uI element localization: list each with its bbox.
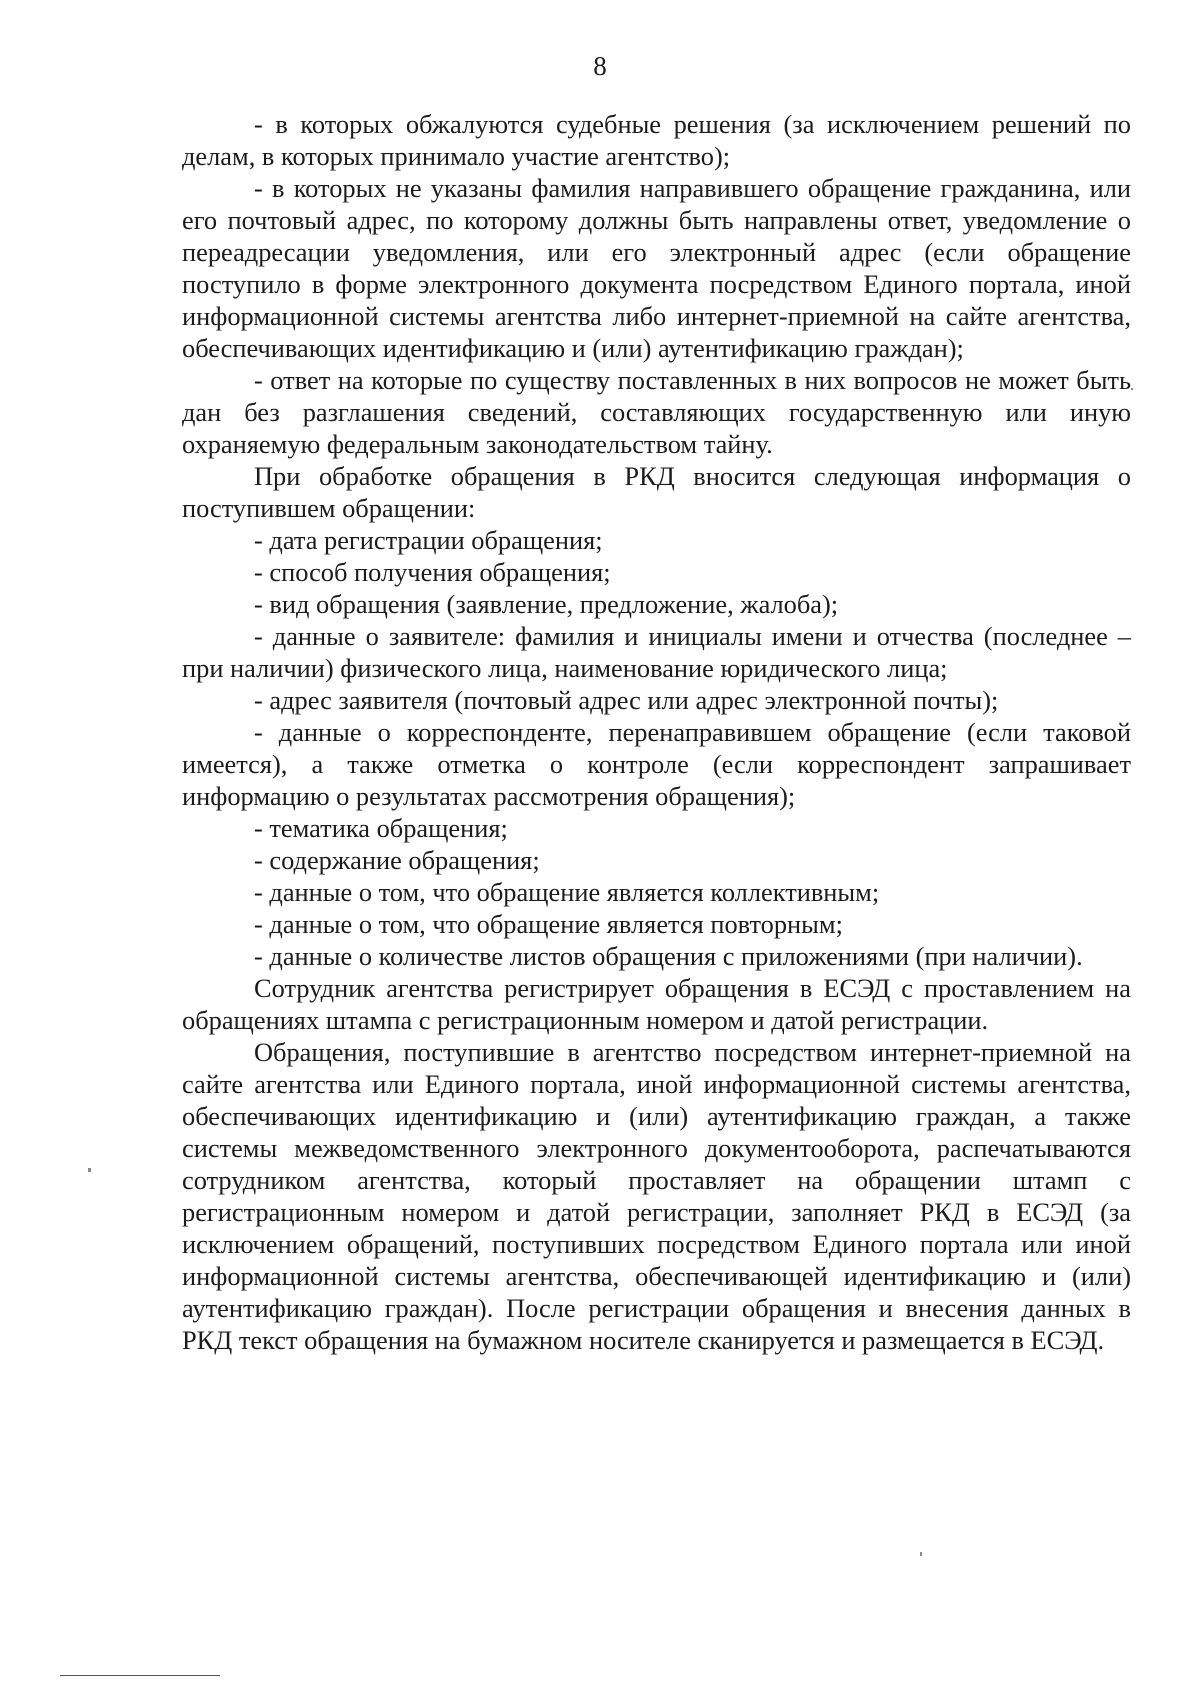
document-body — [182, 108, 1131, 1356]
paragraph-secret-info: - ответ на которые по существу поставленных в них вопросов не может быть дан без разглашения сведений, составляющих государственную или иную охраняемую федеральным законодательством тайну. — [182, 365, 1131, 459]
list-item-topic: - тематика обращения; — [254, 813, 508, 843]
list-item-applicant-address: - адрес заявителя (почтовый адрес или адрес электронной почты); — [254, 685, 999, 715]
scan-speck — [1131, 388, 1133, 390]
list-item-appeal-type: - вид обращения (заявление, предложение, жалоба); — [254, 589, 839, 619]
paragraph-online-appeals: Обращения, поступившие в агентство посредством интернет-приемной на сайте агентства или Единого портала, иной информационной системы агентства, обеспечивающих идентификацию и (или) аутентификацию граждан, а также системы межведомственного электронного документооборота, распечатываются сотрудником агентства, который проставляет на обращении штамп с регистрационным номером и датой регистрации, заполняет РКД в ЕСЭД (за исключением обращений, поступивших посредством Единого портала или иной информационной системы агентства, обеспечивающей идентификацию и (или) аутентификацию граждан). После регистрации обращения и внесения данных в РКД текст обращения на бумажном носителе сканируется и размещается в ЕСЭД. — [182, 1037, 1131, 1355]
list-item-repeated: - данные о том, что обращение является повторным; — [254, 909, 843, 939]
paragraph-esed-registration: Сотрудник агентства регистрирует обращения в ЕСЭД с проставлением на обращениях штампа с регистрационным номером и датой регистрации. — [182, 973, 1131, 1035]
scan-speck — [920, 1552, 922, 1556]
paragraph-missing-address: - в которых не указаны фамилия направившего обращение гражданина, или его почтовый адрес, по которому должны быть направлены ответ, уведомление о переадресации уведомления, или его электронный адрес (если обращение поступило в форме электронного документа посредством Единого портала, иной информационной системы агентства либо интернет-приемной на сайте агентства, обеспечивающих идентификацию и (или) аутентификацию граждан); — [182, 173, 1131, 363]
footer-rule — [60, 1675, 220, 1676]
paragraph-rkd-info-intro: При обработке обращения в РКД вносится следующая информация о поступившем обращении: — [182, 461, 1131, 523]
list-item-collective: - данные о том, что обращение является коллективным; — [254, 877, 880, 907]
list-item-receipt-method: - способ получения обращения; — [254, 557, 611, 587]
list-item-registration-date: - дата регистрации обращения; — [254, 525, 603, 555]
paragraph-court-decisions: - в которых обжалуются судебные решения (за исключением решений по делам, в которых принимало участие агентство); — [182, 109, 1131, 171]
list-item-applicant-data: - данные о заявителе: фамилия и инициалы имени и отчества (последнее – при наличии) физического лица, наименование юридического лица; — [182, 621, 1131, 683]
scan-speck — [88, 1168, 91, 1172]
list-item-content: - содержание обращения; — [254, 845, 540, 875]
list-item-correspondent-data: - данные о корреспонденте, перенаправившем обращение (если таковой имеется), а также отметка о контроле (если корреспондент запрашивает информацию о результатах рассмотрения обращения); — [182, 717, 1131, 811]
page-number: 8 — [593, 51, 607, 81]
list-item-sheet-count: - данные о количестве листов обращения с приложениями (при наличии). — [254, 941, 1083, 971]
